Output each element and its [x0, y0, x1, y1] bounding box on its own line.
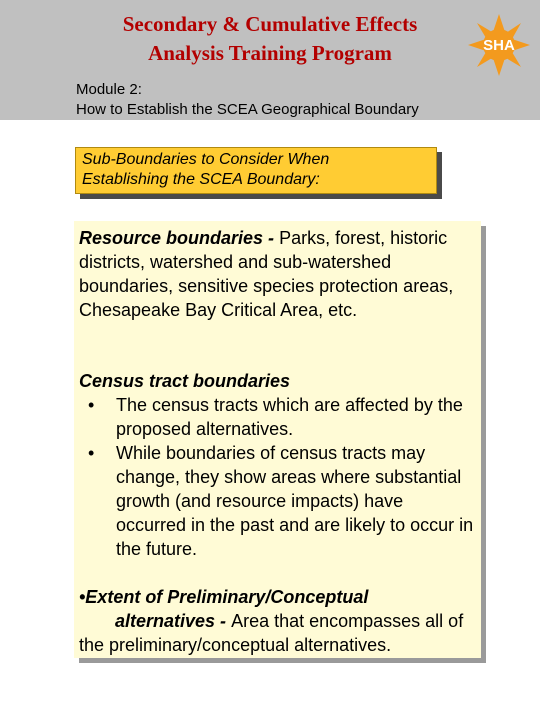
extent-text: Area that encompasses all of the preliminary/conceptual alternatives.	[79, 611, 464, 655]
bullet-icon: •	[88, 443, 95, 463]
census-bullet-2-text: While boundaries of census tracts may change, they show areas where substantial growth (and resource impacts) have occurred in the past and are likely to occur in the future.	[116, 443, 474, 559]
module-label	[76, 80, 536, 120]
subheading-box	[75, 147, 437, 194]
extent-label-start: •Extent of Preliminary/Conceptual	[79, 587, 369, 607]
census-heading	[79, 369, 477, 393]
bullet-icon: •	[88, 395, 95, 415]
sha-logo	[466, 12, 532, 78]
title-line-1: Secondary & Cumulative Effects	[122, 12, 418, 36]
title-line-2: Analysis Training Program	[148, 41, 392, 65]
subheading-text	[82, 150, 432, 190]
census-bullet-1-text: The census tracts which are affected by the proposed alternatives.	[116, 395, 463, 439]
logo-text: SHA	[483, 37, 515, 54]
resource-label: Resource boundaries -	[79, 228, 280, 248]
content-box	[74, 221, 481, 658]
page-title	[70, 10, 470, 68]
module-title: How to Establish the SCEA Geographical Boundary	[76, 101, 419, 118]
resource-text: Parks, forest, historic districts, watershed and sub-watershed boundaries, sensitive species protection areas, Chesapeake Bay Critical Area, etc.	[79, 228, 454, 320]
module-number: Module 2:	[76, 81, 142, 98]
subheading-line-1: Sub-Boundaries to Consider When	[82, 151, 330, 168]
census-label: Census tract boundaries	[79, 371, 291, 391]
header-band	[0, 0, 540, 120]
subheading-line-2: Establishing the SCEA Boundary:	[82, 171, 320, 188]
extent-paragraph	[79, 585, 477, 657]
extent-label-end: alternatives -	[115, 611, 232, 631]
resource-paragraph	[79, 226, 477, 322]
